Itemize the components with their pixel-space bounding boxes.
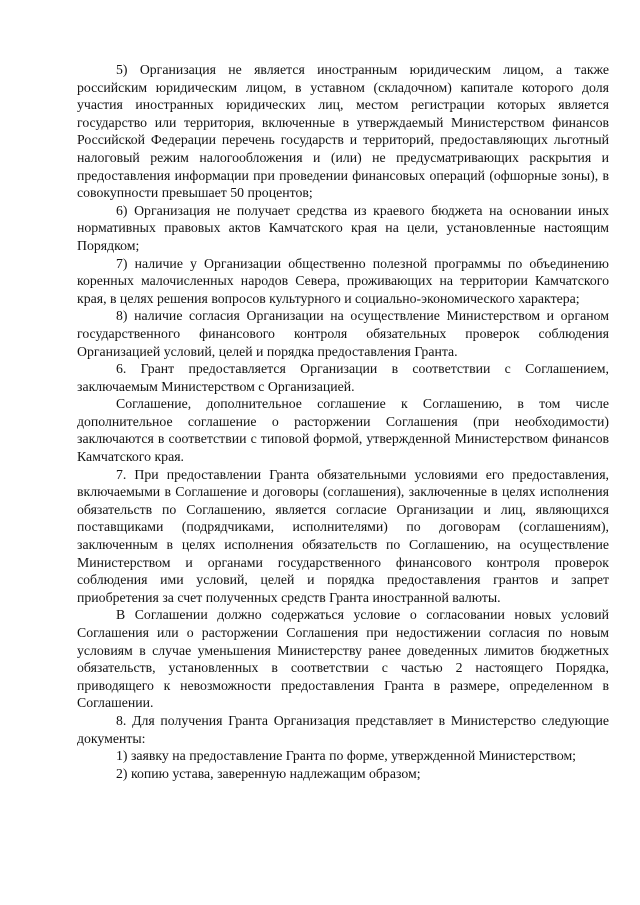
paragraph-clause-8: 8. Для получения Гранта Организация представляет в Министерство следующие документы:: [77, 712, 609, 746]
paragraph-clause-6: 6. Грант предоставляется Организации в соответствии с Соглашением, заключаемым Министерством с Организацией.: [77, 361, 609, 394]
paragraph-item-7: 7) наличие у Организации общественно полезной программы по объединению коренных малочисленных народов Севера, проживающих на территории Камчатского края, в целях решения вопросов культурного и социально-экономического характера;: [77, 255, 609, 306]
paragraph-agreement-terms: В Соглашении должно содержаться условие о согласовании новых условий Соглашения или о расторжении Соглашения при недостижении согласия по новым условиям в случае уменьшения Министерству ранее доведенных лимитов бюджетных обязательств, установленных в соответствии с частью 2 настоящего Порядка, приводящего к невозможности предоставления Гранта в размере, определенном в Соглашении.: [77, 607, 609, 711]
document-page: [77, 61, 609, 782]
paragraph-item-5: 5) Организация не является иностранным юридическим лицом, а также российским юридическим лицом, в уставном (складочном) капитале которого доля участия иностранных юридических лиц, местом регистрации которых является государство или территория, включенные в утверждаемый Министерством финансов Российской Федерации перечень государств и территорий, предоставляющих льготный налоговый режим налогообложения и (или) не предусматривающих раскрытия и предоставления информации при проведении финансовых операций (офшорные зоны), в совокупности превышает 50 процентов;: [77, 62, 609, 201]
paragraph-item-6: 6) Организация не получает средства из краевого бюджета на основании иных нормативных правовых актов Камчатского края на цели, установленные настоящим Порядком;: [77, 202, 609, 253]
paragraph-document-2: 2) копию устава, заверенную надлежащим образом;: [116, 765, 421, 781]
paragraph-document-1: 1) заявку на предоставление Гранта по форме, утвержденной Министерством;: [116, 748, 577, 764]
paragraph-item-8: 8) наличие согласия Организации на осуществление Министерством и органом государственного финансового контроля обязательных проверок соблюдения Организацией условий, целей и порядка предоставления Гранта.: [77, 308, 609, 359]
paragraph-agreement: Соглашение, дополнительное соглашение к Соглашению, в том числе дополнительное соглашение о расторжении Соглашения (при необходимости) заключаются в соответствии с типовой формой, утвержденной Министерством финансов Камчатского края.: [77, 396, 609, 465]
paragraph-clause-7: 7. При предоставлении Гранта обязательными условиями его предоставления, включаемыми в Соглашение и договоры (соглашения), заключенные в целях исполнения обязательств по Соглашению, является согласие Организации и лиц, являющихся поставщиками (подрядчиками, исполнителями) по договорам (соглашениям), заключенным в целях исполнения обязательств по Соглашению, на осуществление Министерством и органами государственного финансового контроля проверок соблюдения ими условий, целей и порядка предоставления грантов и запрет приобретения за счет полученных средств Гранта иностранной валюты.: [77, 466, 609, 605]
